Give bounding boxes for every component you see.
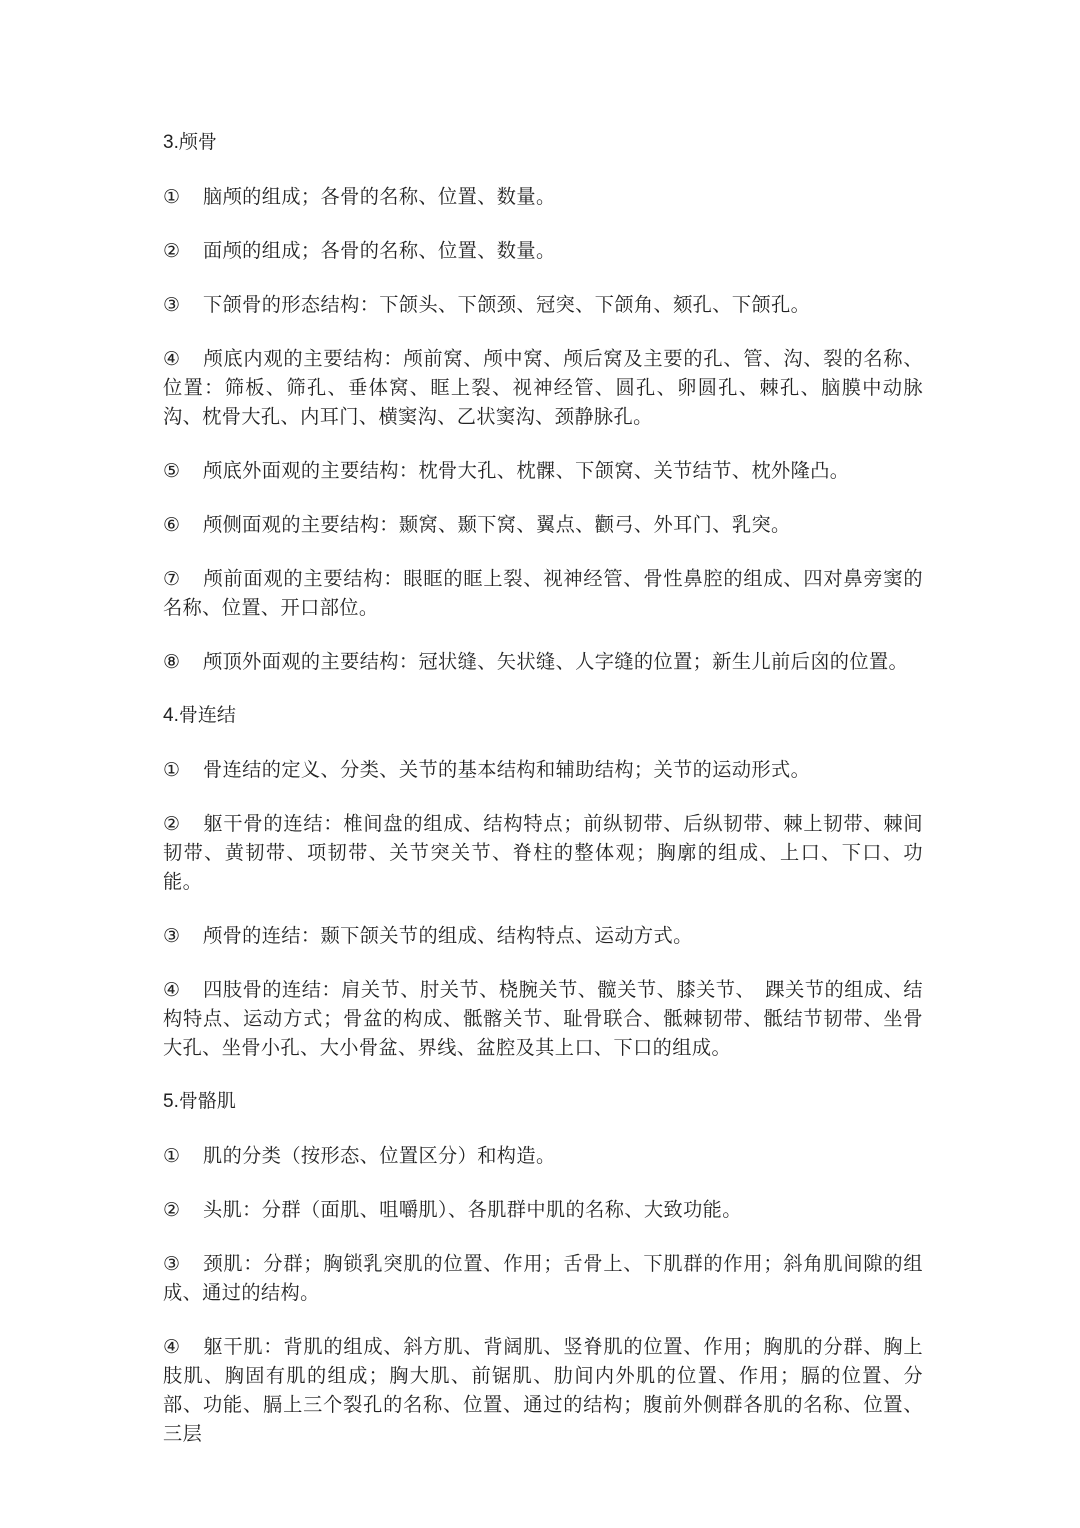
list-item — [163, 975, 923, 1062]
section-skeletal-muscle — [163, 1087, 923, 1448]
list-item — [163, 510, 923, 539]
section-heading: 4.骨连结 — [163, 705, 236, 726]
list-item — [163, 1332, 923, 1448]
item-text: 颅前面观的主要结构：眼眶的眶上裂、视神经管、骨性鼻腔的组成、四对鼻旁窦的名称、位置、开口部位。 — [163, 567, 923, 619]
item-number: ④ — [163, 1335, 181, 1358]
item-number: ③ — [163, 924, 181, 947]
item-number: ② — [163, 812, 181, 835]
item-text: 肌的分类（按形态、位置区分）和构造。 — [203, 1144, 556, 1167]
list-item — [163, 1141, 923, 1170]
item-number: ① — [163, 185, 181, 208]
item-number: ④ — [163, 347, 181, 370]
list-item — [163, 182, 923, 211]
item-text: 面颅的组成；各骨的名称、位置、数量。 — [203, 239, 556, 262]
item-text: 颈肌：分群；胸锁乳突肌的位置、作用；舌骨上、下肌群的作用；斜角肌间隙的组成、通过的结构。 — [163, 1252, 923, 1304]
item-number: ⑧ — [163, 650, 181, 673]
list-item — [163, 1249, 923, 1307]
item-text: 脑颅的组成；各骨的名称、位置、数量。 — [203, 185, 556, 208]
item-text: 颅底内观的主要结构：颅前窝、颅中窝、颅后窝及主要的孔、管、沟、裂的名称、位置：筛板、筛孔、垂体窝、眶上裂、视神经管、圆孔、卵圆孔、棘孔、脑膜中动脉沟、枕骨大孔、内耳门、横窦沟、乙状窦沟、颈静脉孔。 — [163, 347, 923, 428]
item-text: 四肢骨的连结：肩关节、肘关节、桡腕关节、髋关节、膝关节、 踝关节的组成、结构特点、运动方式；骨盆的构成、骶髂关节、耻骨联合、骶棘韧带、骶结节韧带、坐骨大孔、坐骨小孔、大小骨盆、界线、盆腔及其上口、下口的组成。 — [163, 978, 923, 1059]
item-number: ④ — [163, 978, 181, 1001]
list-item — [163, 809, 923, 896]
list-item — [163, 290, 923, 319]
item-number: ⑤ — [163, 459, 181, 482]
section-heading: 3.颅骨 — [163, 132, 217, 153]
document-page — [163, 128, 923, 1473]
item-text: 颅骨的连结：颞下颌关节的组成、结构特点、运动方式。 — [203, 924, 693, 947]
item-number: ⑦ — [163, 567, 181, 590]
item-text: 躯干肌：背肌的组成、斜方肌、背阔肌、竖脊肌的位置、作用；胸肌的分群、胸上肢肌、胸固有肌的组成；胸大肌、前锯肌、肋间内外肌的位置、作用；膈的位置、分部、功能、膈上三个裂孔的名称、位置、通过的结构；腹前外侧群各肌的名称、位置、三层 — [163, 1335, 923, 1445]
section-heading: 5.骨骼肌 — [163, 1091, 236, 1112]
list-item — [163, 236, 923, 265]
item-number: ② — [163, 1198, 181, 1221]
item-number: ⑥ — [163, 513, 181, 536]
list-item — [163, 755, 923, 784]
list-item — [163, 344, 923, 431]
list-item — [163, 564, 923, 622]
item-text: 颅侧面观的主要结构：颞窝、颞下窝、翼点、颧弓、外耳门、乳突。 — [203, 513, 791, 536]
item-text: 躯干骨的连结：椎间盘的组成、结构特点；前纵韧带、后纵韧带、棘上韧带、棘间韧带、黄韧带、项韧带、关节突关节、脊柱的整体观；胸廓的组成、上口、下口、功能。 — [163, 812, 923, 893]
section-skull — [163, 128, 923, 676]
item-number: ② — [163, 239, 181, 262]
item-number: ③ — [163, 1252, 181, 1275]
item-number: ① — [163, 758, 181, 781]
item-number: ③ — [163, 293, 181, 316]
list-item — [163, 647, 923, 676]
item-text: 下颌骨的形态结构：下颌头、下颌颈、冠突、下颌角、颏孔、下颌孔。 — [203, 293, 811, 316]
item-text: 头肌：分群（面肌、咀嚼肌）、各肌群中肌的名称、大致功能。 — [203, 1198, 742, 1221]
item-text: 骨连结的定义、分类、关节的基本结构和辅助结构；关节的运动形式。 — [203, 758, 811, 781]
section-joints — [163, 701, 923, 1062]
item-text: 颅顶外面观的主要结构：冠状缝、矢状缝、人字缝的位置；新生儿前后囟的位置。 — [203, 650, 909, 673]
list-item — [163, 1195, 923, 1224]
item-number: ① — [163, 1144, 181, 1167]
list-item — [163, 921, 923, 950]
item-text: 颅底外面观的主要结构：枕骨大孔、枕髁、下颌窝、关节结节、枕外隆凸。 — [203, 459, 850, 482]
list-item — [163, 456, 923, 485]
